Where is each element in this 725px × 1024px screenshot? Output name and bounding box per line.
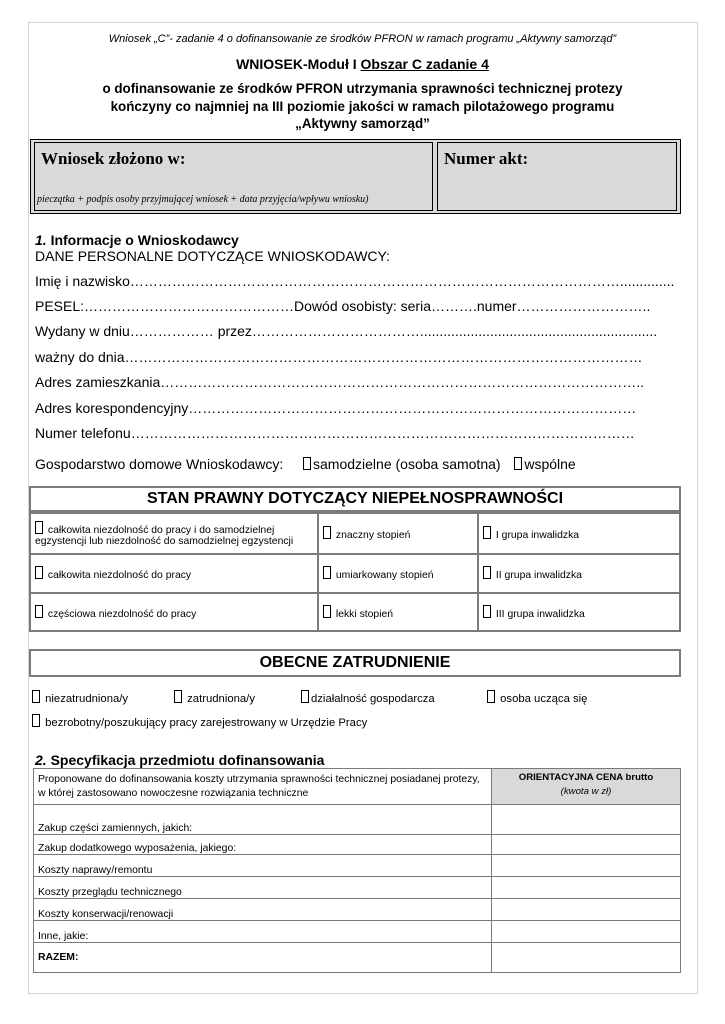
case-number-label: Numer akt: [444, 149, 529, 168]
section2-number: 2. [35, 752, 47, 768]
disability-option: całkowita niezdolność do pracy i do samodzielnej egzystencji lub niezdolność do samodzielnej egzystencji [35, 524, 294, 547]
table-row [34, 805, 681, 835]
household-shared-checkbox[interactable] [514, 457, 522, 470]
checkbox[interactable] [483, 526, 491, 539]
table-row [34, 899, 681, 921]
disability-cell [478, 554, 680, 593]
checkbox[interactable] [301, 690, 309, 703]
cost-label: Inne, jakie: [34, 921, 492, 943]
cost-label: Koszty przeglądu technicznego [34, 877, 492, 899]
table-row [34, 855, 681, 877]
employment-option [301, 690, 435, 705]
submission-box [30, 139, 681, 214]
checkbox[interactable] [323, 526, 331, 539]
household-row [35, 456, 576, 472]
subtitle-line: o dofinansowanie ze środków PFRON utrzymania sprawności technicznej protezy [102, 81, 623, 96]
residence-address-field[interactable]: Adres zamieszkania………………………………………………………………………………………….. [35, 374, 645, 390]
module-prefix: WNIOSEK-Moduł I [236, 56, 357, 72]
cost-label: Zakup dodatkowego wyposażenia, jakiego: [34, 835, 492, 855]
household-label: Gospodarstwo domowe Wnioskodawcy: [35, 456, 284, 472]
pesel-id-field[interactable]: PESEL:………………………………………Dowód osobisty: seria……….numer……………………….. [35, 298, 651, 314]
cost-label: Koszty konserwacji/renowacji [34, 899, 492, 921]
employment-option [174, 690, 255, 705]
table-header-row [34, 769, 681, 805]
checkbox[interactable] [323, 566, 331, 579]
total-label: RAZEM: [34, 943, 492, 973]
employment-option [487, 690, 587, 705]
table-row [34, 877, 681, 899]
submission-note: pieczątka + podpis osoby przyjmującej wniosek + data przyjęcia/wpływu wniosku) [37, 194, 369, 205]
employment-option [32, 714, 367, 729]
form-subtitle [40, 80, 685, 133]
issued-field[interactable]: Wydany w dniu……………… przez………………………………............................................................. [35, 323, 658, 339]
disability-option: częściowa niezdolność do pracy [47, 608, 197, 620]
employment-option-label: bezrobotny/poszukujący pracy zarejestrowany w Urzędzie Pracy [45, 717, 368, 729]
disability-table [29, 512, 681, 632]
household-single-checkbox[interactable] [303, 457, 311, 470]
table-row [30, 513, 680, 554]
price-input[interactable] [492, 899, 681, 921]
disability-cell [478, 593, 680, 631]
table-row [34, 943, 681, 973]
employment-option-label: działalność gospodarcza [311, 693, 435, 705]
disability-option: II grupa inwalidzka [495, 570, 582, 581]
price-input[interactable] [492, 835, 681, 855]
phone-field[interactable]: Numer telefonu……………………………………………………………………………………………… [35, 425, 635, 441]
section1-subtitle: DANE PERSONALNE DOTYCZĄCE WNIOSKODAWCY: [35, 248, 390, 264]
price-header-title: ORIENTACYJNA CENA brutto [518, 772, 654, 783]
disability-option: lekki stopień [335, 608, 394, 620]
employment-options [29, 678, 681, 738]
module-title [0, 56, 725, 72]
table-row [34, 835, 681, 855]
price-input[interactable] [492, 921, 681, 943]
disability-cell [318, 593, 478, 631]
section1-number: 1. [35, 232, 47, 248]
section2-heading: Specyfikacja przedmiotu dofinansowania [50, 752, 325, 768]
disability-option: III grupa inwalidzka [495, 608, 585, 620]
household-shared-label: wspólne [524, 456, 576, 472]
disability-section-title: STAN PRAWNY DOTYCZĄCY NIEPEŁNOSPRAWNOŚCI [29, 486, 681, 512]
price-input[interactable] [492, 855, 681, 877]
disability-option: całkowita niezdolność do pracy [47, 570, 192, 581]
checkbox[interactable] [174, 690, 182, 703]
module-area: Obszar C zadanie 4 [360, 56, 489, 72]
checkbox[interactable] [323, 605, 331, 618]
employment-option [32, 690, 128, 705]
disability-cell [478, 513, 680, 554]
disability-cell [318, 513, 478, 554]
checkbox[interactable] [483, 605, 491, 618]
subtitle-line: „Aktywny samorząd” [295, 116, 430, 131]
disability-cell [318, 554, 478, 593]
submission-stamp-field[interactable] [34, 142, 433, 211]
employment-option-label: zatrudniona/y [187, 693, 255, 705]
cost-header: Proponowane do dofinansowania koszty utrzymania sprawności technicznej posiadanej protezy, w której zastosowano nowoczesne rozwiązania techniczne [34, 769, 492, 805]
case-number-field[interactable] [437, 142, 677, 211]
valid-until-field[interactable]: ważny do dnia………………………………………………………………………………………………… [35, 349, 643, 365]
price-input[interactable] [492, 877, 681, 899]
disability-cell [30, 554, 318, 593]
employment-option-label: osoba ucząca się [500, 693, 588, 705]
table-row [30, 554, 680, 593]
header-note: Wniosek „C”- zadanie 4 o dofinansowanie ze środków PFRON w ramach programu „Aktywny samorząd” [108, 33, 617, 45]
section1-title [35, 232, 239, 248]
table-row [34, 921, 681, 943]
specification-table [33, 768, 681, 973]
subtitle-line: kończyny co najmniej na III poziomie jakości w ramach pilotażowego programu [110, 98, 615, 114]
disability-option: znaczny stopień [335, 530, 411, 541]
disability-cell [30, 513, 318, 554]
correspondence-address-field[interactable]: Adres korespondencyjny…………………………………………………………………………………… [35, 400, 637, 416]
cost-label: Zakup części zamiennych, jakich: [34, 805, 492, 835]
submission-title: Wniosek złożono w: [41, 149, 186, 168]
household-single-label: samodzielne (osoba samotna) [313, 456, 501, 472]
name-field[interactable]: Imię i nazwisko…………………………………………………………………………………………….............. [35, 273, 675, 289]
checkbox[interactable] [35, 566, 43, 579]
price-header-unit: (kwota w zł) [560, 786, 612, 797]
employment-section-title: OBECNE ZATRUDNIENIE [29, 649, 681, 677]
employment-option-label: niezatrudniona/y [45, 693, 129, 705]
checkbox[interactable] [32, 714, 40, 727]
disability-option: umiarkowany stopień [335, 570, 434, 581]
disability-option: I grupa inwalidzka [495, 530, 580, 541]
checkbox[interactable] [35, 605, 43, 618]
total-input[interactable] [492, 943, 681, 973]
checkbox[interactable] [487, 690, 495, 703]
disability-cell [30, 593, 318, 631]
price-input[interactable] [492, 805, 681, 835]
checkbox[interactable] [483, 566, 491, 579]
table-row [30, 593, 680, 631]
section2-title [35, 752, 324, 768]
section1-heading: Informacje o Wnioskodawcy [50, 232, 239, 248]
checkbox[interactable] [32, 690, 40, 703]
cost-label: Koszty naprawy/remontu [34, 855, 492, 877]
price-header [492, 769, 681, 805]
checkbox[interactable] [35, 521, 43, 534]
